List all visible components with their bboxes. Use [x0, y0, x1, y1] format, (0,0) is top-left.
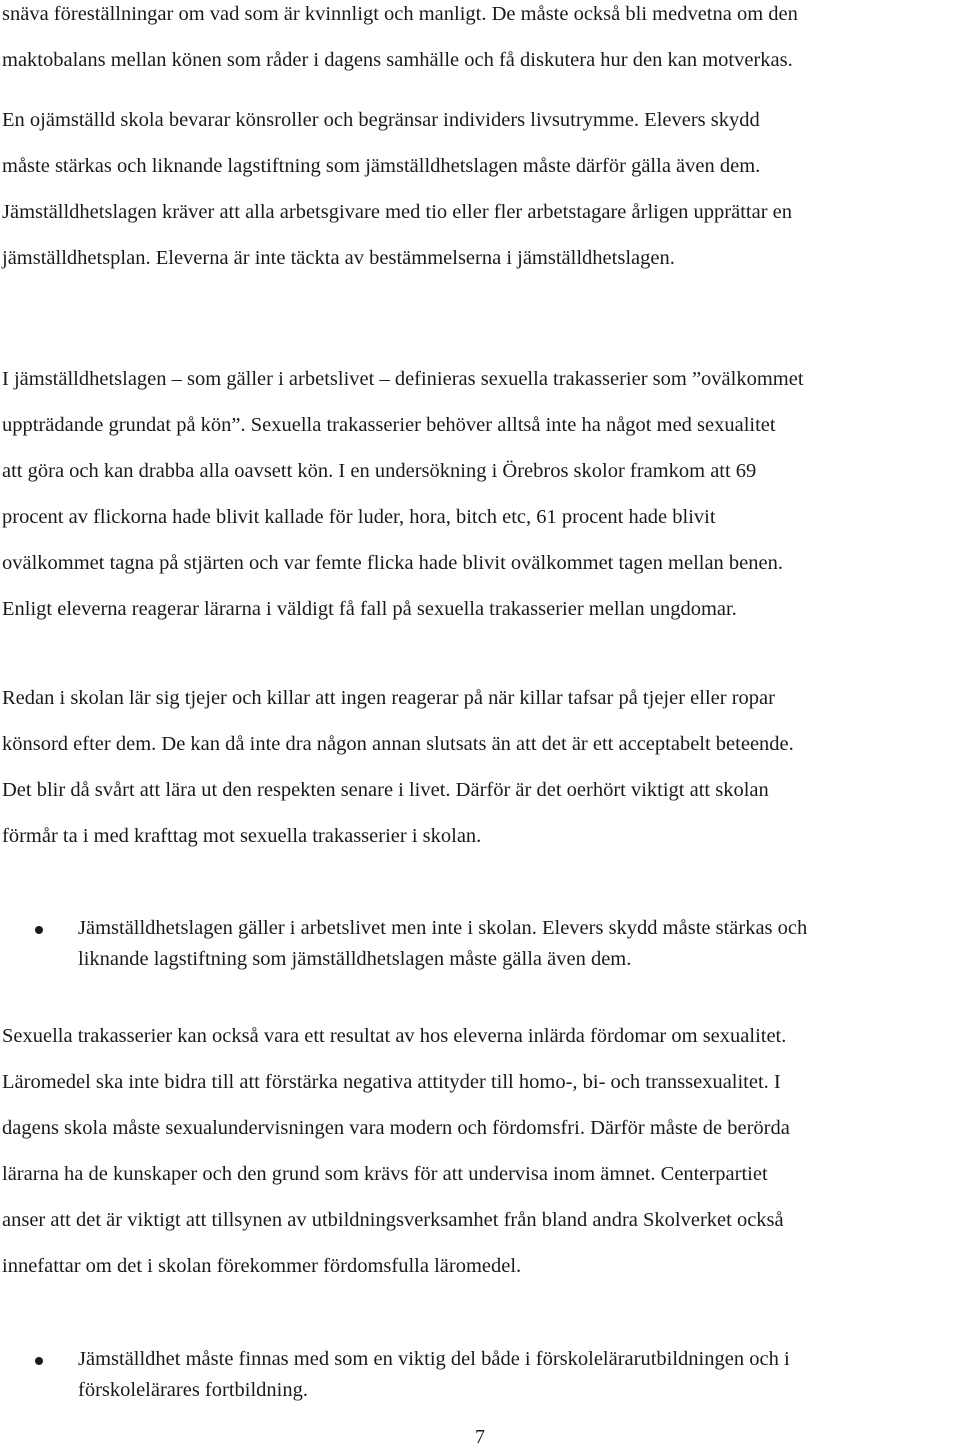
- paragraph-line: Enligt eleverna reagerar lärarna i väldigt få fall på sexuella trakasserier mellan ungdomar.: [2, 598, 737, 620]
- page-number: 7: [475, 1426, 485, 1448]
- bullet-text: [78, 1344, 958, 1406]
- paragraph-line: anser att det är viktigt att tillsynen av utbildningsverksamhet från bland andra Skolverket också: [2, 1209, 784, 1231]
- paragraph-line: En ojämställd skola bevarar könsroller och begränsar individers livsutrymme. Elevers skydd: [2, 109, 760, 131]
- paragraph-1: [2, 0, 958, 83]
- bullet-line: liknande lagstiftning som jämställdhetslagen måste gälla även dem.: [78, 948, 632, 970]
- paragraph-2: [2, 97, 958, 281]
- paragraph-line: Sexuella trakasserier kan också vara ett resultat av hos eleverna inlärda fördomar om sexualitet.: [2, 1025, 787, 1047]
- paragraph-line: Läromedel ska inte bidra till att förstärka negativa attityder till homo-, bi- och transsexualitet. I: [2, 1071, 781, 1093]
- paragraph-line: innefattar om det i skolan förekommer fördomsfulla läromedel.: [2, 1255, 522, 1277]
- paragraph-line: förmår ta i med krafttag mot sexuella trakasserier i skolan.: [2, 825, 482, 847]
- paragraph-line: måste stärkas och liknande lagstiftning som jämställdhetslagen måste därför gälla även dem.: [2, 155, 761, 177]
- paragraph-line: dagens skola måste sexualundervisningen vara modern och fördomsfri. Därför måste de berörda: [2, 1117, 790, 1139]
- bullet-line: förskolelärares fortbildning.: [78, 1379, 308, 1401]
- bullet-text: [78, 913, 958, 975]
- paragraph-line: ovälkommet tagna på stjärten och var femte flicka hade blivit ovälkommet tagen mellan benen.: [2, 552, 784, 574]
- paragraph-line: Redan i skolan lär sig tjejer och killar att ingen reagerar på när killar tafsar på tjejer eller ropar: [2, 687, 775, 709]
- paragraph-line: procent av flickorna hade blivit kallade för luder, hora, bitch etc, 61 procent hade blivit: [2, 506, 716, 528]
- bullet-line: Jämställdhetslagen gäller i arbetslivet men inte i skolan. Elevers skydd måste stärkas och: [78, 917, 808, 939]
- paragraph-line: könsord efter dem. De kan då inte dra någon annan slutsats än att det är ett acceptabelt beteende.: [2, 733, 794, 755]
- paragraph-line: att göra och kan drabba alla oavsett kön. I en undersökning i Örebros skolor framkom att 69: [2, 460, 757, 482]
- paragraph-line: maktobalans mellan könen som råder i dagens samhälle och få diskutera hur den kan motverkas.: [2, 49, 793, 71]
- paragraph-line: snäva föreställningar om vad som är kvinnligt och manligt. De måste också bli medvetna om den: [2, 3, 798, 25]
- paragraph-4: [2, 675, 958, 859]
- paragraph-line: Det blir då svårt att lära ut den respekten senare i livet. Därför är det oerhört viktigt att skolan: [2, 779, 769, 801]
- paragraph-line: I jämställdhetslagen – som gäller i arbetslivet – definieras sexuella trakasserier som ”ovälkommet: [2, 368, 804, 390]
- paragraph-5: [2, 1013, 958, 1289]
- paragraph-line: lärarna ha de kunskaper och den grund som krävs för att undervisa inom ämnet. Centerpartiet: [2, 1163, 768, 1185]
- paragraph-line: jämställdhetsplan. Eleverna är inte täckta av bestämmelserna i jämställdhetslagen.: [2, 247, 675, 269]
- paragraph-line: uppträdande grundat på kön”. Sexuella trakasserier behöver alltså inte ha något med sexualitet: [2, 414, 776, 436]
- paragraph-line: Jämställdhetslagen kräver att alla arbetsgivare med tio eller fler arbetstagare årligen upprättar en: [2, 201, 793, 223]
- bullet-icon: [35, 926, 43, 934]
- bullet-icon: [35, 1357, 43, 1365]
- bullet-line: Jämställdhet måste finnas med som en viktig del både i förskolelärarutbildningen och i: [78, 1348, 790, 1370]
- paragraph-3: [2, 356, 958, 632]
